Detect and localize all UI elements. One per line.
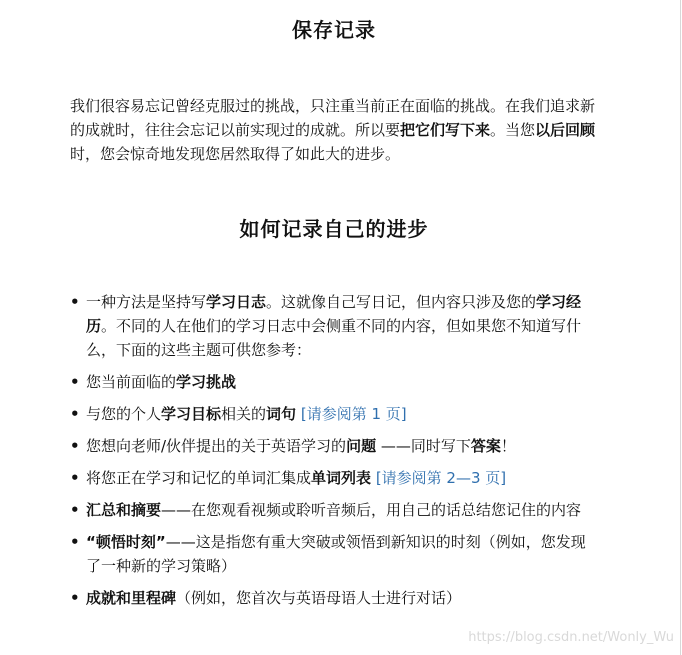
item-text: ！ <box>500 437 516 455</box>
watermark: https://blog.csdn.net/Wonly_Wu <box>468 630 674 645</box>
list-item <box>70 586 598 610</box>
item-bold: “顿悟时刻” <box>86 533 166 551</box>
intro-bold-write-down: 把它们写下来 <box>400 121 491 139</box>
item-text: （例如，您首次与英语母语人士进行对话） <box>176 589 462 607</box>
item-text: ——这是指您有重大突破或领悟到新知识的时刻（例如，您发现了一种新的学习策略） <box>86 533 586 575</box>
list-item <box>70 402 598 426</box>
item-bold: 问题 <box>346 437 377 455</box>
item-bold: 学习日志 <box>206 293 267 311</box>
item-text: 您当前面临的 <box>86 373 177 391</box>
page-reference-link[interactable]: [请参阅第 2—3 页] <box>375 469 507 487</box>
bullet-icon: • <box>70 589 80 607</box>
bullet-icon: • <box>70 469 80 487</box>
tips-list <box>70 290 598 618</box>
item-bold: 答案 <box>470 437 501 455</box>
bullet-icon: • <box>70 501 80 519</box>
list-item <box>70 370 598 394</box>
item-text: 。这就像自己写日记，但内容只涉及您的 <box>266 293 537 311</box>
list-item <box>70 466 598 490</box>
intro-bold-look-back: 以后回顾 <box>535 121 596 139</box>
bullet-icon: • <box>70 533 80 551</box>
item-bold: 词句 <box>266 405 297 423</box>
item-bold: 学习经历 <box>86 293 582 335</box>
item-text: 。不同的人在他们的学习日志中会侧重不同的内容，但如果您不知道写什么，下面的这些主题可供您参考： <box>86 317 582 359</box>
intro-text-1: 我们很容易忘记曾经克服过的挑战，只注重当前正在面临的挑战。在我们追求新的成就时，往往会忘记以前实现过的成就。所以要 <box>70 97 596 139</box>
item-bold: 学习目标 <box>161 405 222 423</box>
item-text: 一种方法是坚持写 <box>86 293 207 311</box>
item-bold: 成就和里程碑 <box>86 589 177 607</box>
item-text: ——同时写下 <box>376 437 471 455</box>
page-reference-link[interactable]: [请参阅第 1 页] <box>300 405 407 423</box>
intro-text-3: 时，您会惊奇地发现您居然取得了如此大的进步。 <box>70 145 401 163</box>
item-bold: 学习挑战 <box>176 373 237 391</box>
intro-text-2: 。当您 <box>490 121 536 139</box>
bullet-icon: • <box>70 437 80 455</box>
bullet-icon: • <box>70 405 80 423</box>
item-text: 将您正在学习和记忆的单词汇集成 <box>86 469 312 487</box>
item-text: ——在您观看视频或聆听音频后，用自己的话总结您记住的内容 <box>161 501 582 519</box>
section-title-how-to-record: 如何记录自己的进步 <box>239 217 429 241</box>
item-text: 您想向老师/伙伴提出的关于英语学习的 <box>86 437 347 455</box>
section-title-keep-records: 保存记录 <box>292 18 376 42</box>
bullet-icon: • <box>70 373 80 391</box>
item-text: 相关的 <box>221 405 267 423</box>
bullet-icon: • <box>70 293 80 311</box>
item-bold: 单词列表 <box>311 469 372 487</box>
list-item <box>70 498 598 522</box>
list-item <box>70 530 598 578</box>
list-item <box>70 434 598 458</box>
item-bold: 汇总和摘要 <box>86 501 162 519</box>
intro-paragraph <box>70 94 600 166</box>
item-text: 与您的个人 <box>86 405 162 423</box>
list-item <box>70 290 598 362</box>
